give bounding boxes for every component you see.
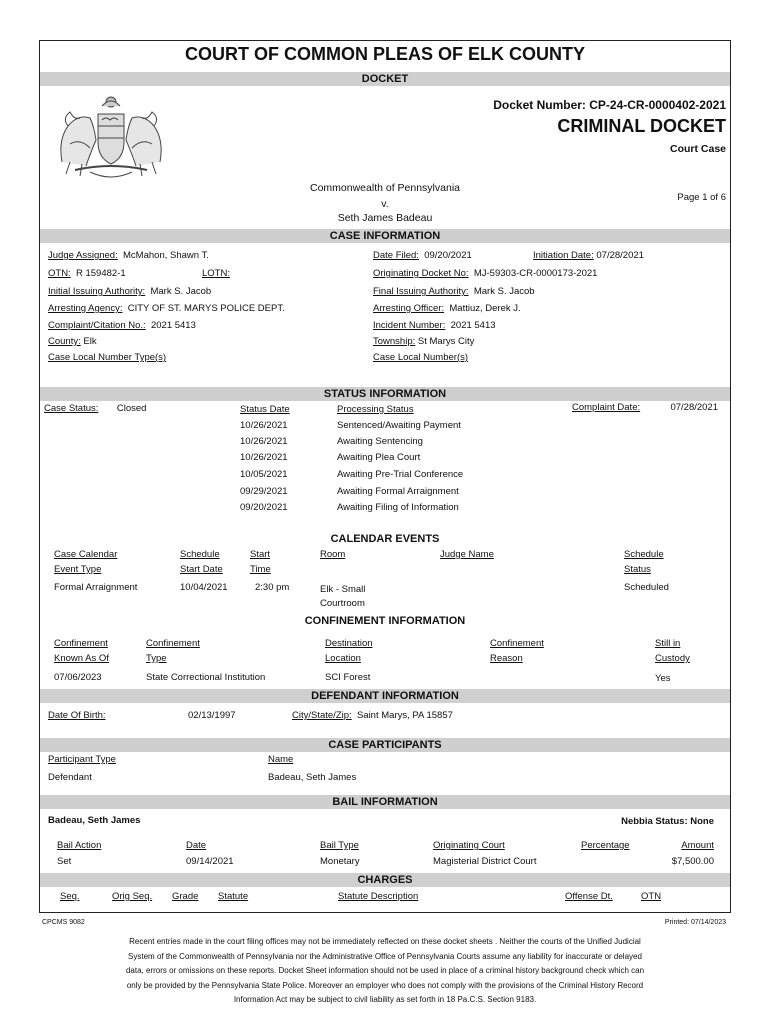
confinement-header: Confinement: [146, 638, 200, 649]
incident-number-row: Incident Number: 2021 5413: [373, 320, 496, 331]
event-room: Courtroom: [320, 598, 365, 609]
disclaimer-line: System of the Commonwealth of Pennsylvania nor the Administrative Office of Pennsylvania Courts assume any liability for inaccurate or delayed: [128, 951, 642, 961]
confinement-custody: Yes: [655, 673, 671, 684]
event-start-time: 2:30 pm: [255, 582, 290, 593]
printed-date: Printed: 07/14/2023: [664, 919, 726, 926]
complaint-number-row: Complaint/Citation No.: 2021 5413: [48, 320, 196, 331]
participant-type-header: Participant Type: [48, 754, 116, 765]
bail-originating-court: Magisterial District Court: [433, 856, 537, 867]
status-information-bar: STATUS INFORMATION: [40, 387, 730, 401]
initial-authority-row: Initial Issuing Authority: Mark S. Jacob: [48, 286, 212, 297]
defendant-information-bar: DEFENDANT INFORMATION: [40, 689, 730, 703]
confinement-header: Location: [325, 653, 361, 664]
confinement-header: Still in: [655, 638, 681, 649]
calendar-header: Start Date: [180, 564, 223, 575]
charges-header: Statute: [218, 891, 249, 902]
charges-header: OTN: [641, 891, 662, 902]
event-status: Scheduled: [624, 582, 669, 593]
confinement-header: Type: [146, 653, 167, 664]
case-status-row: Case Status: Closed: [44, 403, 147, 414]
arresting-agency-row: Arresting Agency: CITY OF ST. MARYS POLICE DEPT.: [48, 303, 285, 314]
docket-type: CRIMINAL DOCKET: [557, 116, 726, 136]
calendar-header: Event Type: [54, 564, 102, 575]
confinement-information-title: CONFINEMENT INFORMATION: [304, 615, 466, 627]
confinement-type: State Correctional Institution: [146, 672, 266, 683]
caption-defendant: Seth James Badeau: [337, 212, 433, 224]
judge-row: Judge Assigned: McMahon, Shawn T.: [48, 250, 209, 261]
processing-status: Awaiting Pre-Trial Conference: [337, 469, 464, 480]
page-number: Page 1 of 6: [677, 192, 726, 203]
case-participants-bar: CASE PARTICIPANTS: [40, 738, 730, 752]
calendar-header: Judge Name: [440, 549, 494, 560]
charges-bar: CHARGES: [40, 873, 730, 887]
calendar-header: Start: [250, 549, 271, 560]
disclaimer: [80, 935, 690, 1008]
originating-docket-row: Originating Docket No: MJ-59303-CR-0000173-2021: [373, 268, 598, 279]
date-filed-row: Date Filed: 09/20/2021: [373, 250, 472, 261]
confinement-header: Known As Of: [54, 653, 109, 664]
form-id: CPCMS 9082: [42, 919, 85, 926]
charges-header: Offense Dt.: [565, 891, 613, 902]
participant-name: Badeau, Seth James: [268, 772, 357, 783]
docket-label-bar: DOCKET: [40, 72, 730, 86]
processing-status: Awaiting Plea Court: [337, 452, 421, 463]
arresting-officer-row: Arresting Officer: Mattiuz, Derek J.: [373, 303, 521, 314]
event-type: Formal Arraignment: [54, 582, 138, 593]
status-date: 10/26/2021: [240, 452, 288, 463]
processing-status: Awaiting Sentencing: [337, 436, 423, 447]
status-date: 09/29/2021: [240, 486, 288, 497]
processing-status: Sentenced/Awaiting Payment: [337, 420, 461, 431]
case-kind: Court Case: [669, 143, 726, 155]
status-date-header: Status Date: [240, 404, 290, 415]
disclaimer-line: data, errors or omissions on these reports. Docket Sheet information should not be used in place of a criminal history background check which can: [125, 966, 645, 975]
complaint-date-value: 07/28/2021: [670, 402, 718, 413]
calendar-header: Case Calendar: [54, 549, 118, 560]
city-state-zip-row: City/State/Zip: Saint Marys, PA 15857: [292, 710, 453, 721]
court-title: COURT OF COMMON PLEAS OF ELK COUNTY: [185, 44, 585, 64]
charges-header: Statute Description: [338, 891, 419, 902]
confinement-header: Reason: [490, 653, 523, 664]
initiation-date-row: Initiation Date: 07/28/2021: [533, 250, 644, 261]
calendar-header: Room: [320, 549, 346, 560]
complaint-date-label: Complaint Date:: [572, 402, 641, 413]
disclaimer-line: only be provided by the Pennsylvania State Police. Moreover an employer who does not comply with the provisions of the Criminal History Record: [126, 980, 644, 990]
dob-value: 02/13/1997: [188, 710, 236, 721]
participant-type: Defendant: [48, 772, 92, 783]
status-date: 10/26/2021: [240, 420, 288, 431]
confinement-header: Custody: [655, 653, 690, 664]
confinement-destination: SCI Forest: [325, 672, 371, 683]
confinement-header: Destination: [325, 638, 373, 649]
event-start-date: 10/04/2021: [180, 582, 228, 593]
event-room: Elk - Small: [320, 584, 366, 595]
case-information-bar: CASE INFORMATION: [40, 229, 730, 243]
nebbia-status: Nebbia Status: None: [621, 816, 714, 827]
charges-header: Orig Seq.: [112, 891, 153, 902]
final-authority-row: Final Issuing Authority: Mark S. Jacob: [373, 286, 535, 297]
bail-defendant-name: Badeau, Seth James: [48, 815, 141, 826]
bail-header: Originating Court: [433, 840, 505, 851]
bail-amount: $7,500.00: [671, 856, 714, 867]
bail-header: Date: [186, 840, 207, 851]
case-local-type-label: Case Local Number Type(s): [48, 352, 167, 363]
bail-date: 09/14/2021: [186, 856, 234, 867]
participant-name-header: Name: [268, 754, 294, 765]
processing-status: Awaiting Filing of Information: [337, 502, 459, 513]
confinement-header: Confinement: [490, 638, 544, 649]
calendar-header: Time: [250, 564, 271, 575]
disclaimer-line: Recent entries made in the court filing offices may not be immediately reflected on these docket sheets . Neither the courts of the Unified Judicial: [129, 937, 641, 946]
bail-type: Monetary: [320, 856, 360, 867]
caption-versus: v.: [381, 198, 389, 210]
county-row: County: Elk: [48, 336, 97, 347]
bail-header: Percentage: [581, 840, 630, 851]
bail-information-bar: BAIL INFORMATION: [40, 795, 730, 809]
pennsylvania-coat-of-arms-icon: [50, 92, 172, 180]
status-date: 09/20/2021: [240, 502, 288, 513]
charges-header: Seq.: [60, 891, 80, 902]
status-date: 10/26/2021: [240, 436, 288, 447]
bail-header: Amount: [681, 840, 714, 851]
dob-label: Date Of Birth:: [48, 710, 106, 721]
calendar-events-title: CALENDAR EVENTS: [330, 533, 440, 545]
calendar-header: Schedule: [180, 549, 220, 560]
status-date: 10/05/2021: [240, 469, 288, 480]
bail-header: Bail Type: [320, 840, 359, 851]
charges-header: Grade: [172, 891, 199, 902]
township-row: Township: St Marys City: [373, 336, 475, 347]
confinement-known-as-of: 07/06/2023: [54, 672, 102, 683]
calendar-header: Schedule: [624, 549, 664, 560]
lotn-label: LOTN:: [202, 268, 230, 279]
case-local-number-label: Case Local Number(s): [373, 352, 469, 363]
disclaimer-line: Information Act may be subject to civil liability as set forth in 18 Pa.C.S. Section 9183.: [233, 995, 537, 1004]
caption-plaintiff: Commonwealth of Pennsylvania: [310, 182, 460, 194]
docket-number: Docket Number: CP-24-CR-0000402-2021: [493, 98, 726, 112]
bail-action: Set: [57, 856, 72, 867]
processing-status-header: Processing Status: [337, 404, 414, 415]
calendar-header: Status: [624, 564, 651, 575]
otn-row: OTN: R 159482-1: [48, 268, 126, 279]
confinement-header: Confinement: [54, 638, 108, 649]
processing-status: Awaiting Formal Arraignment: [337, 486, 459, 497]
bail-header: Bail Action: [57, 840, 102, 851]
